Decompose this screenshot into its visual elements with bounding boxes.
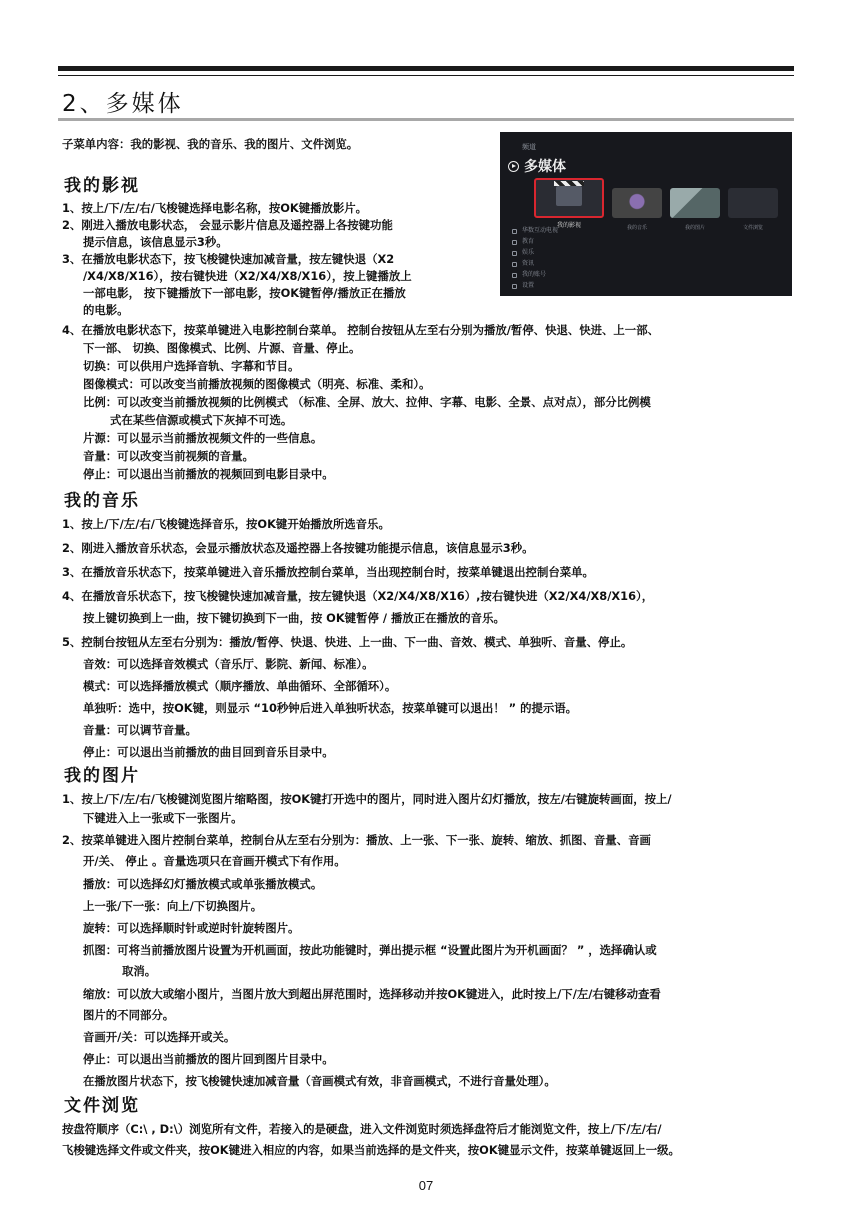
movie-line: 提示信息，该信息显示3秒。	[83, 235, 228, 249]
settings-icon	[512, 284, 517, 289]
browse-line: 飞梭键选择文件或文件夹，按OK键进入相应的内容，如果当前选择的是文件夹，按OK键显示文件，按菜单键返回上一级。	[62, 1143, 680, 1157]
tv-side-menu	[512, 226, 558, 292]
picture-line: 缩放：可以放大或缩小图片，当图片放大到超出屏范围时，选择移动并按OK键进入，此时按上/下/左/右键移动查看	[83, 987, 661, 1001]
header-thin-rule	[58, 75, 794, 76]
movie-line: 图像模式：可以改变当前播放视频的图像模式（明亮、标准、柔和）。	[83, 377, 431, 391]
music-line: 音量：可以调节音量。	[83, 723, 197, 737]
clapperboard-icon	[556, 186, 582, 206]
tv-title-text: 多媒体	[524, 158, 566, 174]
music-line: 1、按上/下/左/右/飞梭键选择音乐，按OK键开始播放所选音乐。	[62, 517, 390, 531]
movie-line: 1、按上/下/左/右/飞梭键选择电影名称，按OK键播放影片。	[62, 201, 368, 215]
picture-line: 1、按上/下/左/右/飞梭键浏览图片缩略图，按OK键打开选中的图片，同时进入图片幻灯播放，按左/右键旋转画面，按上/	[62, 792, 672, 806]
menu-item[interactable]: 设置	[512, 281, 558, 292]
picture-line: 停止：可以退出当前播放的图片回到图片目录中。	[83, 1052, 334, 1066]
menu-item[interactable]: 华数互动电视	[512, 226, 558, 237]
tile-my-music[interactable]	[612, 188, 662, 231]
tv-title	[508, 156, 566, 176]
intro-text: 子菜单内容：我的影视、我的音乐、我的图片、文件浏览。	[62, 137, 359, 151]
tile-label: 我的音乐	[626, 225, 647, 231]
tv-top-label: 频道	[522, 144, 536, 151]
music-line: 4、在播放音乐状态下，按飞梭键快速加减音量，按左键快退（X2/X4/X8/X16）,按右键快进（X2/X4/X8/X16），	[62, 589, 654, 603]
picture-line: 图片的不同部分。	[83, 1008, 175, 1022]
picture-heading: 我的图片	[64, 766, 140, 786]
tile-file-browser[interactable]	[728, 188, 778, 231]
music-line: 单独听：选中，按OK键，则显示 “10秒钟后进入单独听状态，按菜单键可以退出！ ” 的提示语。	[83, 701, 578, 715]
menu-item[interactable]: 资讯	[512, 259, 558, 270]
movie-line: 音量：可以改变当前视频的音量。	[83, 449, 254, 463]
entertainment-icon	[512, 251, 517, 256]
movie-line: /X4/X8/X16），按右键快进（X2/X4/X8/X16），按上键播放上	[83, 269, 412, 283]
movie-line: 比例：可以改变当前播放视频的比例模式 （标准、全屏、放大、拉伸、字幕、电影、全景、点对点），部分比例模	[83, 395, 651, 409]
tv-icon	[512, 229, 517, 234]
tv-menu-screenshot	[500, 132, 792, 296]
movie-line: 停止：可以退出当前播放的视频回到电影目录中。	[83, 467, 334, 481]
picture-line: 播放：可以选择幻灯播放模式或单张播放模式。	[83, 877, 323, 891]
tile-my-pictures[interactable]	[670, 188, 720, 231]
picture-line: 上一张/下一张：向上/下切换图片。	[83, 899, 263, 913]
picture-line: 开/关、 停止 。音量选项只在音画开模式下有作用。	[83, 854, 346, 868]
movie-line: 3、在播放电影状态下，按飞梭键快速加减音量，按左键快退（X2	[62, 252, 395, 266]
picture-line: 抓图：可将当前播放图片设置为开机画面，按此功能键时，弹出提示框 “设置此图片为开机画面？ ” ，选择确认或	[83, 943, 657, 957]
menu-item[interactable]: 娱乐	[512, 248, 558, 259]
movie-line: 下一部、 切换、图像模式、比例、片源、音量、停止。	[83, 341, 361, 355]
tile-my-movies[interactable]	[534, 178, 604, 229]
picture-line: 取消。	[122, 964, 157, 978]
picture-line: 旋转：可以选择顺时针或逆时针旋转图片。	[83, 921, 300, 935]
header-thick-rule	[58, 66, 794, 71]
movie-heading: 我的影视	[64, 176, 140, 196]
movie-line: 的电影。	[83, 303, 129, 317]
section-underline	[58, 118, 794, 121]
picture-line: 下键进入上一张或下一张图片。	[83, 811, 243, 825]
tile-label: 我的影视	[556, 223, 581, 229]
movie-line: 4、在播放电影状态下，按菜单键进入电影控制台菜单。 控制台按钮从左至右分别为播放/暂停、快退、快进、上一部、	[62, 323, 659, 337]
movie-line: 切换：可以供用户选择音轨、字幕和节目。	[83, 359, 300, 373]
tv-tiles	[534, 178, 778, 231]
menu-item[interactable]: 我的账号	[512, 270, 558, 281]
music-line: 2、刚进入播放音乐状态，会显示播放状态及遥控器上各按键功能提示信息，该信息显示3秒。	[62, 541, 534, 555]
browse-heading: 文件浏览	[64, 1096, 140, 1116]
section-title: 2、多媒体	[62, 91, 184, 117]
music-line: 停止：可以退出当前播放的曲目回到音乐目录中。	[83, 745, 334, 759]
page-number: 07	[418, 1178, 434, 1193]
movie-line: 式在某些信源或模式下灰掉不可选。	[110, 413, 293, 427]
picture-line: 在播放图片状态下，按飞梭键快速加减音量（音画模式有效，非音画模式，不进行音量处理）。	[83, 1074, 556, 1088]
music-heading: 我的音乐	[64, 491, 140, 511]
movie-line: 片源：可以显示当前播放视频文件的一些信息。	[83, 431, 323, 445]
music-line: 音效：可以选择音效模式（音乐厅、影院、新闻、标准）。	[83, 657, 374, 671]
play-circle-icon	[508, 161, 519, 172]
tile-label: 文件浏览	[742, 225, 763, 231]
picture-line: 音画开/关：可以选择开或关。	[83, 1030, 236, 1044]
picture-line: 2、按菜单键进入图片控制台菜单，控制台从左至右分别为：播放、上一张、下一张、旋转、缩放、抓图、音量、音画	[62, 833, 651, 847]
account-icon	[512, 273, 517, 278]
browse-line: 按盘符顺序（C:\ , D:\）浏览所有文件，若接入的是硬盘，进入文件浏览时须选择盘符后才能浏览文件，按上/下/左/右/	[62, 1122, 662, 1136]
music-line: 5、控制台按钮从左至右分别为：播放/暂停、快退、快进、上一曲、下一曲、音效、模式、单独听、音量、停止。	[62, 635, 633, 649]
education-icon	[512, 240, 517, 245]
movie-line: 2、刚进入播放电影状态， 会显示影片信息及遥控器上各按键功能	[62, 218, 393, 232]
tile-label: 我的图片	[684, 225, 705, 231]
news-icon	[512, 262, 517, 267]
movie-line: 一部电影， 按下键播放下一部电影，按OK键暂停/播放正在播放	[83, 286, 406, 300]
music-line: 按上键切换到上一曲，按下键切换到下一曲，按 OK键暂停 / 播放正在播放的音乐。	[83, 611, 505, 625]
menu-item[interactable]: 教育	[512, 237, 558, 248]
music-line: 模式：可以选择播放模式（顺序播放、单曲循环、全部循环）。	[83, 679, 397, 693]
music-line: 3、在播放音乐状态下，按菜单键进入音乐播放控制台菜单，当出现控制台时，按菜单键退出控制台菜单。	[62, 565, 594, 579]
